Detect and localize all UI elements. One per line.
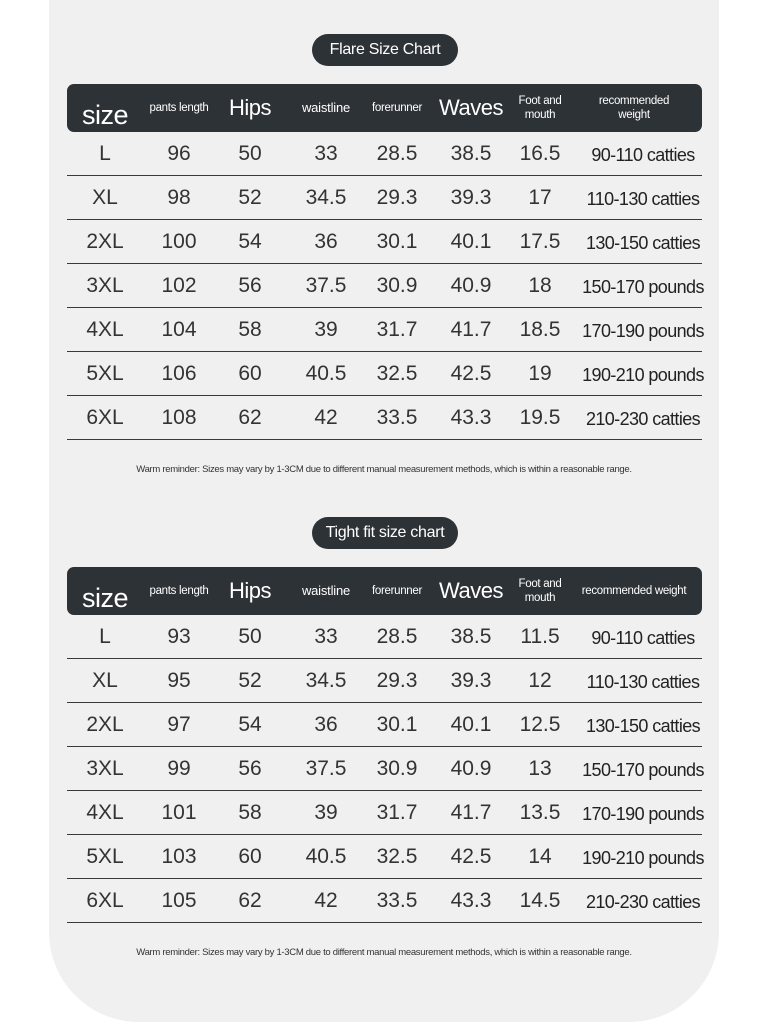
cell-hips: 52 [238,185,262,209]
cell-hips: 62 [238,888,262,912]
header-foot-and-mouth: Foot and mouth [518,577,562,604]
cell-waistline: 36 [314,229,338,253]
cell-waistline: 40.5 [305,844,347,868]
cell-forerunner: 31.7 [376,800,418,824]
table-row [67,176,702,220]
cell-pants-length: 106 [161,361,197,385]
cell-foot-and-mouth: 11.5 [520,624,560,648]
cell-hips: 60 [238,361,262,385]
table-body [67,132,702,440]
cell-waistline: 37.5 [305,273,347,297]
header-hips: Hips [228,578,271,604]
cell-waistline: 36 [314,712,338,736]
cell-pants-length: 100 [161,229,197,253]
cell-waistline: 42 [314,888,338,912]
cell-pants-length: 96 [167,141,191,165]
cell-forerunner: 30.9 [376,756,418,780]
measurement-note: Warm reminder: Sizes may vary by 1-3CM due to different manual measurement methods, which is within a reasonable range. [136,947,632,958]
cell-forerunner: 29.3 [376,185,418,209]
table-row [67,835,702,879]
cell-waistline: 42 [314,405,338,429]
cell-size: 2XL [86,712,124,736]
table-header-row [67,84,702,132]
cell-waves: 41.7 [450,317,492,341]
cell-hips: 56 [238,273,262,297]
cell-size: 3XL [86,273,124,297]
header-pants-length: pants length [149,101,209,114]
cell-hips: 54 [238,712,262,736]
cell-forerunner: 33.5 [376,405,418,429]
cell-waistline: 40.5 [305,361,347,385]
cell-pants-length: 93 [167,624,191,648]
cell-size: L [99,624,111,648]
table-row [67,791,702,835]
cell-foot-and-mouth: 14 [528,844,552,868]
table-row [67,879,702,923]
cell-size: 5XL [86,844,124,868]
cell-size: XL [92,668,118,692]
cell-waistline: 37.5 [305,756,347,780]
header-hips: Hips [228,95,271,121]
cell-hips: 58 [238,317,262,341]
cell-waves: 41.7 [450,800,492,824]
cell-foot-and-mouth: 12.5 [519,712,561,736]
cell-foot-and-mouth: 17.5 [519,229,561,253]
cell-waves: 42.5 [450,844,492,868]
cell-hips: 62 [238,405,262,429]
cell-recommended-weight: 110-130 catties [586,672,700,692]
cell-waves: 38.5 [450,624,492,648]
table-row [67,352,702,396]
chart-title-badge: Flare Size Chart [312,34,458,66]
cell-recommended-weight: 210-230 catties [585,892,701,912]
cell-hips: 56 [238,756,262,780]
cell-forerunner: 29.3 [376,668,418,692]
cell-waistline: 33 [314,141,338,165]
header-size: size [81,100,128,131]
cell-forerunner: 32.5 [376,361,418,385]
table-row [67,703,702,747]
cell-recommended-weight: 190-210 pounds [582,365,704,385]
cell-recommended-weight: 130-150 catties [585,716,701,736]
cell-pants-length: 105 [161,888,197,912]
cell-waves: 42.5 [450,361,492,385]
header-size: size [81,583,128,614]
cell-size: XL [92,185,118,209]
header-pants-length: pants length [149,584,209,597]
cell-waistline: 39 [314,317,338,341]
cell-forerunner: 30.1 [376,229,418,253]
cell-waves: 43.3 [450,888,492,912]
table-row [67,132,702,176]
cell-waistline: 34.5 [305,668,347,692]
cell-recommended-weight: 170-190 pounds [582,804,704,824]
cell-foot-and-mouth: 16.5 [519,141,561,165]
cell-waistline: 34.5 [305,185,347,209]
cell-foot-and-mouth: 18.5 [519,317,561,341]
cell-hips: 50 [238,141,262,165]
cell-pants-length: 108 [161,405,197,429]
cell-size: 6XL [86,888,124,912]
header-recommended-weight: recommended weight [581,584,687,597]
header-forerunner: forerunner [371,101,423,114]
cell-recommended-weight: 150-170 pounds [582,760,704,780]
cell-pants-length: 101 [161,800,197,824]
cell-pants-length: 99 [167,756,191,780]
cell-size: 4XL [86,317,124,341]
cell-pants-length: 95 [167,668,191,692]
cell-waistline: 39 [314,800,338,824]
cell-waves: 39.3 [450,185,492,209]
table-header-row [67,567,702,615]
cell-waves: 40.1 [450,712,492,736]
cell-waves: 40.9 [450,273,492,297]
table-row [67,747,702,791]
cell-waves: 43.3 [450,405,492,429]
cell-foot-and-mouth: 19 [528,361,552,385]
cell-waves: 39.3 [450,668,492,692]
cell-recommended-weight: 90-110 catties [591,145,695,165]
header-waistline: waistline [301,582,351,598]
cell-pants-length: 103 [161,844,197,868]
table-row [67,308,702,352]
cell-forerunner: 33.5 [376,888,418,912]
table-row [67,615,702,659]
cell-pants-length: 102 [161,273,197,297]
cell-waves: 40.9 [450,756,492,780]
cell-recommended-weight: 90-110 catties [591,628,695,648]
cell-forerunner: 30.9 [376,273,418,297]
cell-forerunner: 30.1 [376,712,418,736]
cell-size: 3XL [86,756,124,780]
cell-forerunner: 32.5 [376,844,418,868]
cell-waves: 38.5 [450,141,492,165]
cell-recommended-weight: 170-190 pounds [582,321,704,341]
cell-recommended-weight: 210-230 catties [585,409,701,429]
cell-foot-and-mouth: 14.5 [519,888,561,912]
cell-pants-length: 104 [161,317,197,341]
table-row [67,264,702,308]
cell-foot-and-mouth: 17 [528,185,552,209]
table-body [67,615,702,923]
cell-pants-length: 97 [167,712,191,736]
cell-size: 4XL [86,800,124,824]
header-recommended-weight: recommended weight [598,94,670,121]
cell-foot-and-mouth: 13.5 [519,800,561,824]
table-row [67,396,702,440]
cell-recommended-weight: 190-210 pounds [582,848,704,868]
table-row [67,220,702,264]
cell-pants-length: 98 [167,185,191,209]
cell-waistline: 33 [314,624,338,648]
header-forerunner: forerunner [371,584,423,597]
cell-foot-and-mouth: 13 [528,756,552,780]
cell-waves: 40.1 [450,229,492,253]
cell-recommended-weight: 150-170 pounds [582,277,704,297]
header-waves: Waves [439,95,503,121]
header-waves: Waves [439,578,503,604]
cell-size: 5XL [86,361,124,385]
chart-title-badge: Tight fit size chart [312,517,458,549]
cell-hips: 58 [238,800,262,824]
cell-forerunner: 28.5 [376,624,418,648]
cell-forerunner: 31.7 [376,317,418,341]
header-foot-and-mouth: Foot and mouth [518,94,562,121]
cell-foot-and-mouth: 12 [528,668,552,692]
cell-hips: 60 [238,844,262,868]
cell-hips: 54 [238,229,262,253]
cell-recommended-weight: 130-150 catties [585,233,701,253]
table-row [67,659,702,703]
measurement-note: Warm reminder: Sizes may vary by 1-3CM due to different manual measurement methods, which is within a reasonable range. [136,464,632,475]
cell-forerunner: 28.5 [376,141,418,165]
cell-recommended-weight: 110-130 catties [586,189,700,209]
cell-hips: 50 [238,624,262,648]
cell-foot-and-mouth: 18 [528,273,552,297]
cell-size: 2XL [86,229,124,253]
cell-foot-and-mouth: 19.5 [519,405,561,429]
cell-size: L [99,141,111,165]
header-waistline: waistline [301,99,351,115]
cell-size: 6XL [86,405,124,429]
cell-hips: 52 [238,668,262,692]
